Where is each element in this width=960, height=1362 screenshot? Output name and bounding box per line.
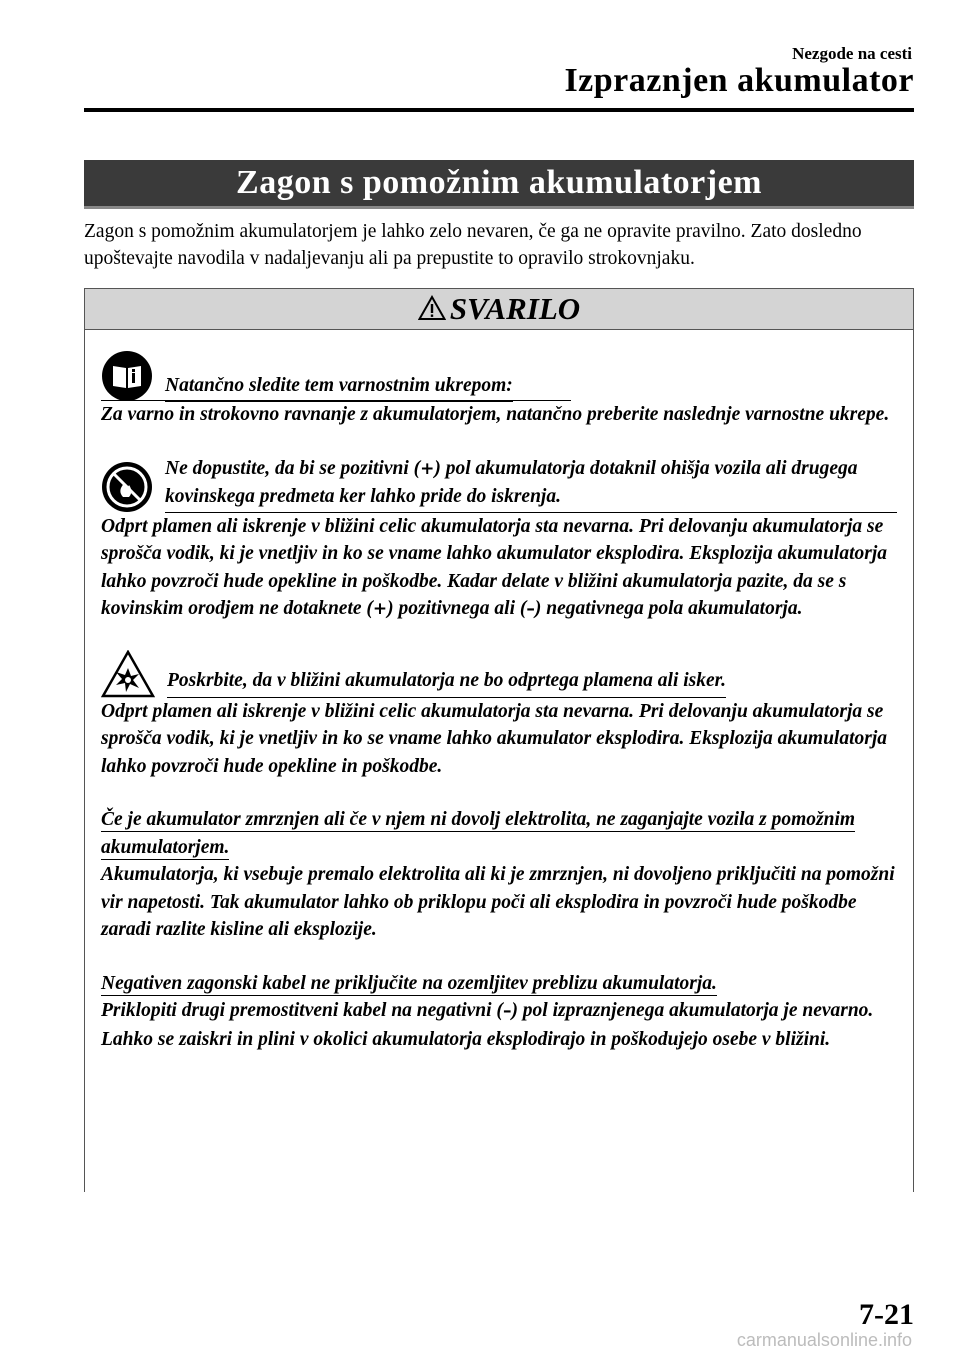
sparks-heading-row	[101, 455, 897, 513]
minus-symbol: –	[526, 599, 535, 619]
frozen-heading: Če je akumulator zmrznjen ali če v njem ni dovolj elektrolita, ne zaganjajte vozila z pomožnim akumulatorjem.	[101, 809, 856, 858]
ground-text: Priklopiti drugi premostitveni kabel na negativni (–) pol izpraznjenega akumulatorja je nevarno.	[101, 1000, 874, 1021]
no-sparks-icon	[101, 461, 153, 513]
minus-symbol: –	[502, 1001, 512, 1021]
section-intro: Zagon s pomožnim akumulatorjem je lahko zelo nevaren, če ga ne opravite pravilno. Zato dosledno upoštevajte navodila v nadaljevanju ali pa prepustite to opravilo strokovnjaku.	[84, 221, 862, 269]
chapter-label: Nezgode na cesti	[792, 44, 912, 63]
plus-symbol: +	[420, 458, 435, 479]
warning-body	[85, 330, 913, 1053]
warning-item-ground	[101, 970, 897, 1054]
page-number: 7-21	[859, 1298, 914, 1331]
flame-text: Odprt plamen ali iskrenje v bližini celic akumulatorja sta nevarna. Pri delovanju akumulatorja se sprošča vodik, ki je vnetljiv in ko se vname lahko akumulator eksplodira. Eksplozija akumulatorja lahko povzroči hude opekline in poškodbe.	[101, 700, 888, 777]
ground-heading: Negativen zagonski kabel ne priključite na ozemljitev preblizu akumulatorja.	[101, 972, 717, 994]
plus-symbol: +	[372, 599, 388, 619]
sparks-heading-line1: Ne dopustite, da bi se pozitivni (+) pol akumulatorja dotaknil ohišja vozila ali drugega kovinskega predmeta ker lahko pride do iskrenja.	[165, 455, 897, 513]
read-heading-row	[101, 350, 897, 402]
warning-item-sparks	[101, 455, 897, 624]
ground-text-2: Lahko se zaiskri in plini v okolici akumulatorja eksplodirajo in poškodujejo osebe v bližini.	[101, 1028, 831, 1050]
explosion-hazard-icon	[101, 650, 155, 698]
sparks-text: Odprt plamen ali iskrenje v bližini celic akumulatorja sta nevarna. Pri delovanju akumulatorja se sprošča vodik, ki je vnetljiv in ko se vname lahko akumulator eksplodira. Eksplozija akumulatorja lahko povzroči hude opekline in poškodbe. Kadar delate v bližini akumulatorja pazite, da se s kovinskim orodjem ne dotaknete (+) pozitivnega ali (–) negativnega pola akumulatorja.	[101, 515, 888, 619]
flame-heading: Poskrbite, da v bližini akumulatorja ne bo odprtega plamena ali isker.	[167, 667, 726, 698]
warning-title: SVARILO	[449, 291, 581, 326]
read-text: Za varno in strokovno ravnanje z akumulatorjem, natančno preberite naslednje varnostne ukrepe.	[101, 404, 890, 425]
warning-box	[84, 288, 914, 1192]
flame-heading-row	[101, 650, 897, 698]
page-header-title: Izpraznjen akumulator	[564, 62, 914, 99]
section-title-bar: Zagon s pomožnim akumulatorjem	[84, 160, 914, 209]
frozen-text: Akumulatorja, ki vsebuje premalo elektrolita ali ki je zmrznjen, ni dovoljeno priključiti na pomožni vir napetosti. Tak akumulator lahko ob priklopu poči ali eksplodira in povzroči hude poškodbe zaradi razlite kisline ali eksplozije.	[101, 864, 895, 940]
read-heading: Natančno sledite tem varnostnim ukrepom:	[165, 372, 513, 403]
warning-header	[85, 288, 913, 330]
warning-item-frozen	[101, 806, 897, 944]
warning-item-flame	[101, 650, 897, 781]
read-manual-icon	[101, 350, 153, 402]
sparks-heading-rest: ) pol akumulatorja dotaknil ohišja vozila ali drugega kovinskega predmeta ker lahko pride do iskrenja.	[165, 457, 858, 507]
warning-item-read	[101, 350, 897, 429]
watermark: carmanualsonline.info	[736, 1330, 912, 1350]
header-rule	[84, 108, 914, 112]
warning-triangle-icon	[418, 295, 446, 321]
